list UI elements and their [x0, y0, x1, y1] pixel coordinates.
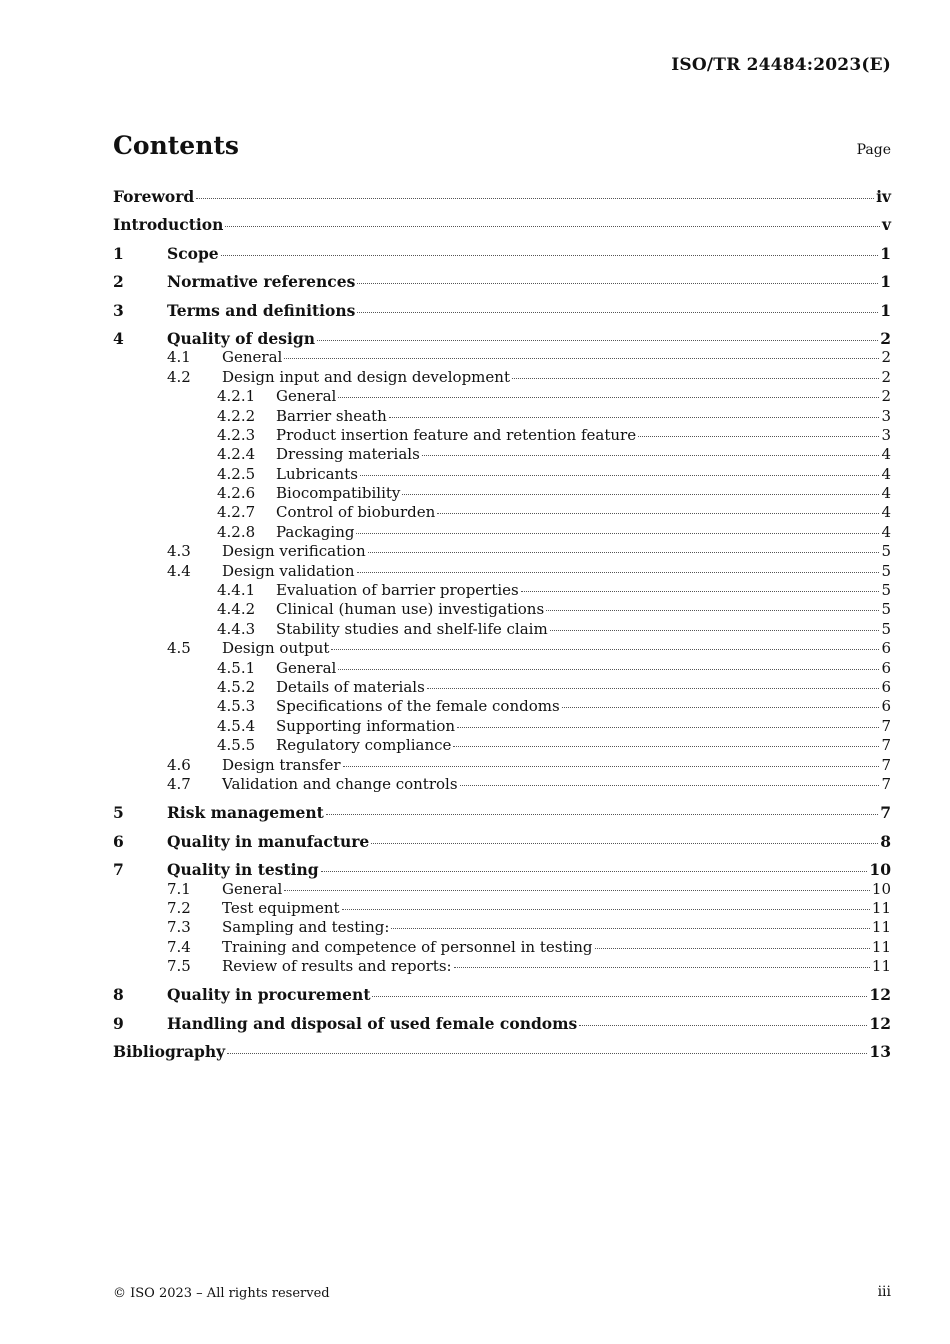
toc-entry-page: 1: [880, 243, 891, 263]
toc-entry-title[interactable]: Introduction: [113, 215, 224, 235]
toc-dot-leader: [389, 417, 880, 418]
toc-entry-page: 5: [881, 561, 891, 580]
toc-entry-number: 4.4.3: [217, 619, 256, 638]
toc-entry-page: 6: [881, 639, 891, 658]
toc-entry-title[interactable]: Regulatory compliance: [276, 736, 452, 755]
toc-entry-number: 4.6: [167, 755, 191, 774]
toc-entry-number: 7.5: [167, 957, 191, 976]
toc-entry-title[interactable]: Design validation: [222, 561, 355, 580]
toc-entry-page: 5: [881, 619, 891, 638]
toc-entry-page: 3: [881, 406, 891, 425]
toc-entry[interactable]: [113, 639, 891, 658]
toc-entry-title[interactable]: Training and competence of personnel in testing: [222, 937, 593, 956]
toc-entry-number: 4.3: [167, 542, 191, 561]
toc-entry-page: 2: [881, 387, 891, 406]
toc-entry-page: 7: [881, 716, 891, 735]
toc-entry-title[interactable]: General: [222, 348, 283, 367]
toc-entry-title[interactable]: Design output: [222, 639, 330, 658]
toc-entry-number: 4.4.1: [217, 581, 256, 600]
toc-entry-number: 6: [113, 831, 124, 851]
toc-dot-leader: [284, 890, 870, 891]
toc-dot-leader: [402, 494, 879, 495]
toc-entry-page: 11: [871, 937, 891, 956]
toc-entry[interactable]: [113, 407, 891, 426]
toc-entry-page: 6: [881, 658, 891, 677]
toc-dot-leader: [453, 746, 879, 747]
toc-entry-number: 7.4: [167, 937, 191, 956]
toc-entry-page: 4: [881, 484, 891, 503]
toc-entry-page: 4: [881, 445, 891, 464]
toc-entry-title[interactable]: Scope: [167, 243, 219, 263]
toc-entry[interactable]: [113, 272, 891, 291]
toc-entry-number: 7: [113, 860, 124, 880]
toc-entry-number: 4.2.2: [217, 406, 256, 425]
toc-entry-page: 3: [881, 425, 891, 444]
toc-dot-leader: [343, 766, 880, 767]
toc-entry-number: 7.2: [167, 898, 191, 917]
toc-entry[interactable]: [113, 697, 891, 716]
toc-entry[interactable]: [113, 803, 891, 822]
toc-dot-leader: [196, 198, 874, 199]
toc-entry-title[interactable]: Dressing materials: [276, 445, 420, 464]
toc-entry-title[interactable]: Quality in procurement: [167, 985, 371, 1005]
toc-entry-page: 4: [881, 464, 891, 483]
toc-entry-number: 4.5.3: [217, 697, 256, 716]
table-of-contents: [113, 185, 891, 1062]
toc-entry[interactable]: [113, 523, 891, 542]
toc-dot-leader: [427, 688, 880, 689]
toc-entry-page: 1: [880, 272, 891, 292]
toc-entry-number: 5: [113, 803, 124, 823]
toc-entry[interactable]: [113, 368, 891, 387]
toc-entry-page: 11: [871, 957, 891, 976]
toc-entry[interactable]: [113, 426, 891, 445]
toc-entry-title[interactable]: Clinical (human use) investigations: [276, 600, 545, 619]
toc-entry-title[interactable]: Design verification: [222, 542, 366, 561]
toc-dot-leader: [225, 226, 880, 227]
toc-entry-title[interactable]: Barrier sheath: [276, 406, 387, 425]
toc-entry-number: 4.2.1: [217, 387, 256, 406]
toc-entry[interactable]: [113, 775, 891, 794]
toc-entry-number: 4.7: [167, 774, 191, 793]
toc-dot-leader: [317, 340, 878, 341]
toc-entry-page: 4: [881, 522, 891, 541]
toc-dot-leader: [638, 436, 879, 437]
toc-entry-title[interactable]: Control of bioburden: [276, 503, 436, 522]
toc-entry-title[interactable]: Specifications of the female condoms: [276, 697, 560, 716]
toc-entry[interactable]: [113, 465, 891, 484]
document-id-header: ISO/TR 24484:2023(E): [671, 55, 891, 75]
footer-copyright: © ISO 2023 – All rights reserved: [113, 1286, 330, 1301]
toc-entry-title[interactable]: Bibliography: [113, 1042, 226, 1062]
toc-dot-leader: [284, 358, 879, 359]
toc-entry-title[interactable]: Test equipment: [222, 898, 340, 917]
toc-entry-number: 4.2.8: [217, 522, 256, 541]
toc-entry-number: 9: [113, 1013, 124, 1033]
toc-entry-title[interactable]: Quality in manufacture: [167, 831, 370, 851]
toc-entry[interactable]: [113, 1042, 891, 1061]
toc-entry[interactable]: [113, 445, 891, 464]
toc-entry[interactable]: [113, 756, 891, 775]
toc-entry-number: 4.5.2: [217, 677, 256, 696]
footer-page-number: iii: [877, 1284, 891, 1300]
toc-dot-leader: [372, 996, 867, 997]
toc-entry[interactable]: [113, 244, 891, 263]
toc-entry-page: 7: [881, 774, 891, 793]
toc-dot-leader: [460, 785, 880, 786]
toc-entry-number: 7.3: [167, 918, 191, 937]
toc-entry-title[interactable]: Design transfer: [222, 755, 341, 774]
toc-entry-title[interactable]: Sampling and testing:: [222, 918, 390, 937]
toc-entry[interactable]: [113, 301, 891, 320]
toc-entry[interactable]: [113, 215, 891, 234]
toc-entry-page: 12: [869, 985, 891, 1005]
toc-dot-leader: [356, 533, 879, 534]
toc-entry-page: 4: [881, 503, 891, 522]
toc-entry-page: 11: [871, 898, 891, 917]
toc-entry-title[interactable]: Terms and definitions: [167, 300, 356, 320]
toc-entry[interactable]: [113, 187, 891, 206]
page-title: Contents: [113, 131, 240, 160]
toc-entry-number: 4: [113, 328, 124, 348]
toc-dot-leader: [368, 552, 880, 553]
toc-entry-number: 4.5: [167, 639, 191, 658]
toc-entry-title[interactable]: Handling and disposal of used female condoms: [167, 1013, 578, 1033]
toc-entry[interactable]: [113, 620, 891, 639]
toc-entry-page: 7: [881, 755, 891, 774]
toc-entry-number: 4.5.5: [217, 736, 256, 755]
toc-dot-leader: [546, 610, 879, 611]
toc-dot-leader: [357, 283, 878, 284]
toc-entry[interactable]: [113, 860, 891, 879]
toc-entry-number: 4.5.1: [217, 658, 256, 677]
toc-entry-page: 2: [881, 367, 891, 386]
toc-entry-number: 4.5.4: [217, 716, 256, 735]
toc-entry-title[interactable]: Supporting information: [276, 716, 456, 735]
toc-entry-number: 4.2.4: [217, 445, 256, 464]
toc-entry-page: 5: [881, 581, 891, 600]
toc-dot-leader: [562, 707, 880, 708]
toc-entry[interactable]: [113, 348, 891, 367]
toc-entry[interactable]: [113, 957, 891, 976]
toc-entry[interactable]: [113, 899, 891, 918]
toc-entry[interactable]: [113, 985, 891, 1004]
toc-entry[interactable]: [113, 562, 891, 581]
toc-entry-title[interactable]: General: [222, 879, 283, 898]
toc-dot-leader: [550, 630, 880, 631]
toc-entry[interactable]: [113, 678, 891, 697]
toc-entry-title[interactable]: Stability studies and shelf-life claim: [276, 619, 548, 638]
toc-entry[interactable]: [113, 329, 891, 348]
toc-entry-title[interactable]: Quality in testing: [167, 860, 319, 880]
page-column-label: Page: [856, 142, 891, 158]
toc-entry[interactable]: [113, 938, 891, 957]
toc-entry-page: iv: [876, 187, 891, 206]
toc-entry-page: 10: [869, 860, 891, 880]
toc-dot-leader: [457, 727, 879, 728]
toc-entry-page: 11: [871, 918, 891, 937]
toc-entry-number: 1: [113, 243, 124, 263]
toc-entry-title[interactable]: Review of results and reports:: [222, 957, 452, 976]
toc-entry[interactable]: [113, 1014, 891, 1033]
toc-dot-leader: [357, 572, 880, 573]
toc-entry[interactable]: [113, 581, 891, 600]
toc-entry-title[interactable]: Lubricants: [276, 464, 358, 483]
toc-dot-leader: [357, 312, 878, 313]
toc-entry-page: 7: [880, 803, 891, 823]
toc-entry-title[interactable]: Quality of design: [167, 328, 315, 348]
toc-entry-title[interactable]: Design input and design development: [222, 367, 510, 386]
toc-entry-page: v: [881, 215, 891, 235]
toc-entry-page: 5: [881, 600, 891, 619]
toc-entry[interactable]: [113, 387, 891, 406]
toc-dot-leader: [595, 948, 870, 949]
toc-entry-title[interactable]: General: [276, 658, 337, 677]
toc-entry[interactable]: [113, 484, 891, 503]
toc-entry[interactable]: [113, 880, 891, 899]
toc-entry[interactable]: [113, 918, 891, 937]
toc-entry-title[interactable]: Evaluation of barrier properties: [276, 581, 519, 600]
toc-entry-title[interactable]: Details of materials: [276, 677, 425, 696]
toc-dot-leader: [331, 649, 879, 650]
toc-dot-leader: [512, 378, 879, 379]
toc-dot-leader: [521, 591, 880, 592]
toc-entry-number: 4.2.5: [217, 464, 256, 483]
toc-dot-leader: [437, 513, 879, 514]
toc-dot-leader: [454, 967, 870, 968]
toc-dot-leader: [360, 475, 880, 476]
toc-entry-number: 4.2.6: [217, 484, 256, 503]
toc-dot-leader: [422, 455, 880, 456]
toc-entry-number: 3: [113, 300, 124, 320]
toc-entry-title[interactable]: Packaging: [276, 522, 355, 541]
toc-entry-title[interactable]: Product insertion feature and retention feature: [276, 425, 637, 444]
toc-entry-number: 2: [113, 272, 124, 292]
toc-entry-number: 4.2: [167, 367, 191, 386]
toc-entry-title[interactable]: Validation and change controls: [222, 774, 458, 793]
toc-entry[interactable]: [113, 600, 891, 619]
toc-entry-page: 12: [869, 1013, 891, 1033]
toc-dot-leader: [579, 1025, 867, 1026]
toc-entry-title[interactable]: General: [276, 387, 337, 406]
toc-dot-leader: [391, 928, 870, 929]
toc-entry-page: 6: [881, 677, 891, 696]
toc-dot-leader: [321, 871, 868, 872]
toc-entry-page: 2: [880, 328, 891, 348]
toc-entry-title[interactable]: Risk management: [167, 803, 324, 823]
toc-entry[interactable]: [113, 736, 891, 755]
toc-entry[interactable]: [113, 832, 891, 851]
toc-entry-number: 7.1: [167, 879, 191, 898]
toc-entry-page: 2: [881, 348, 891, 367]
toc-entry-page: 5: [881, 542, 891, 561]
toc-entry-page: 8: [880, 831, 891, 851]
toc-entry-title[interactable]: Biocompatibility: [276, 484, 401, 503]
toc-entry-page: 7: [881, 736, 891, 755]
toc-dot-leader: [326, 814, 878, 815]
toc-entry-number: 4.4.2: [217, 600, 256, 619]
toc-entry-number: 8: [113, 985, 124, 1005]
toc-entry-number: 4.2.3: [217, 425, 256, 444]
toc-entry-title[interactable]: Normative references: [167, 272, 356, 292]
toc-entry-page: 10: [871, 879, 891, 898]
toc-entry-page: 1: [880, 300, 891, 320]
toc-dot-leader: [338, 669, 879, 670]
toc-dot-leader: [371, 843, 878, 844]
toc-entry-number: 4.4: [167, 561, 191, 580]
toc-entry-number: 4.2.7: [217, 503, 256, 522]
toc-dot-leader: [227, 1053, 867, 1054]
toc-dot-leader: [342, 909, 870, 910]
toc-dot-leader: [338, 397, 879, 398]
toc-entry-page: 13: [869, 1042, 891, 1062]
toc-entry[interactable]: [113, 717, 891, 736]
toc-entry[interactable]: [113, 503, 891, 522]
toc-entry-page: 6: [881, 697, 891, 716]
toc-entry[interactable]: [113, 659, 891, 678]
toc-entry[interactable]: [113, 542, 891, 561]
toc-dot-leader: [221, 255, 879, 256]
toc-entry-title[interactable]: Foreword: [113, 187, 195, 206]
toc-entry-number: 4.1: [167, 348, 191, 367]
